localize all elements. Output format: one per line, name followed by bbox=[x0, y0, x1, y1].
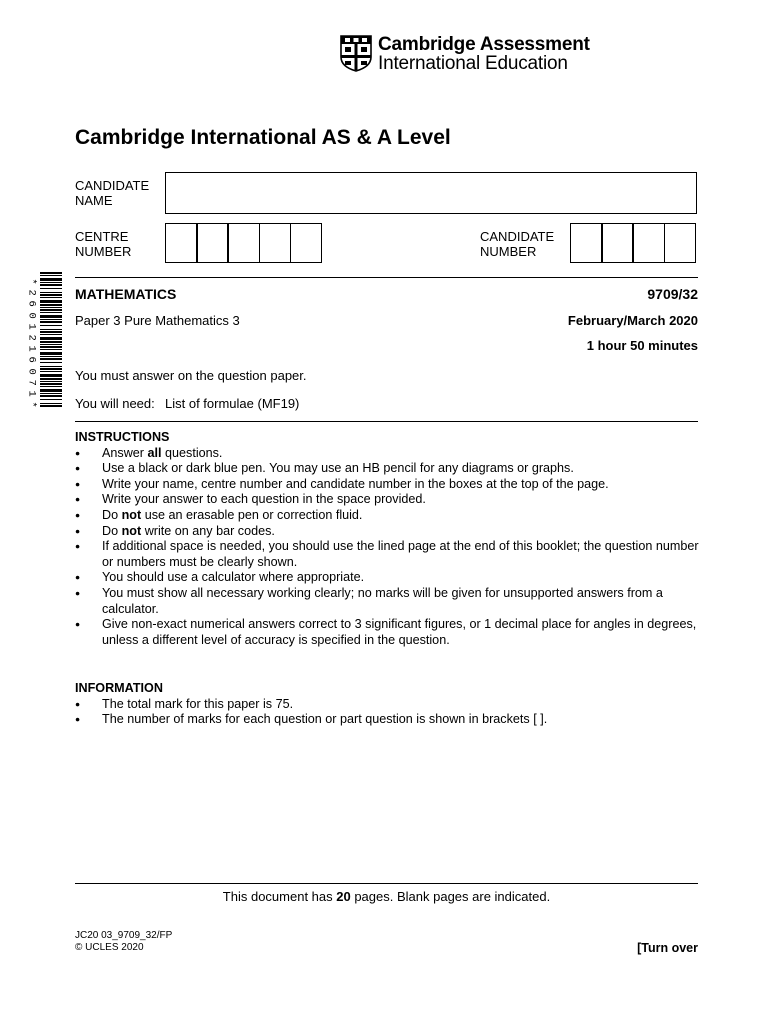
barcode-char: 0 bbox=[25, 367, 38, 375]
barcode-bar bbox=[40, 371, 62, 372]
centre-number-cell[interactable] bbox=[165, 223, 198, 263]
instructions-section bbox=[75, 430, 700, 648]
barcode-bar bbox=[40, 315, 62, 318]
turn-over: [Turn over bbox=[637, 941, 698, 955]
barcode-bar bbox=[40, 300, 62, 303]
barcode-bar bbox=[40, 356, 62, 357]
barcode-char: 2 bbox=[25, 289, 38, 296]
information-heading: INFORMATION bbox=[75, 681, 163, 695]
barcode-bar bbox=[40, 292, 62, 293]
need-label: You will need: bbox=[75, 396, 155, 411]
barcode-bar bbox=[40, 319, 62, 320]
barcode-bar bbox=[40, 395, 62, 397]
instruction-item: ● If additional space is needed, you should use the lined page at the end of this booklet; the question number or numbers must be clearly shown. bbox=[75, 539, 700, 570]
paper-reference: JC20 03_9709_32/FP bbox=[75, 930, 173, 941]
barcode-char: 0 bbox=[25, 312, 38, 319]
instruction-item: ● Do not write on any bar codes. bbox=[75, 524, 700, 540]
centre-number-field[interactable] bbox=[165, 223, 322, 263]
paper-code: 9709/32 bbox=[647, 286, 698, 302]
barcode-bar bbox=[40, 304, 62, 306]
barcode-bar bbox=[40, 341, 62, 343]
barcode-bar bbox=[40, 399, 62, 400]
barcode-bar bbox=[40, 366, 62, 367]
barcode-bar bbox=[40, 405, 62, 407]
barcode-char: * bbox=[25, 401, 38, 408]
barcode-bar bbox=[40, 378, 62, 380]
side-barcode bbox=[40, 272, 62, 408]
barcode-bar bbox=[40, 381, 62, 382]
instruction-item: ● You must show all necessary working clearly; no marks will be given for unsupported answers from a calculator. bbox=[75, 586, 700, 617]
barcode-bar bbox=[40, 309, 62, 311]
footer-reference bbox=[75, 930, 172, 954]
candidate-number-label-line1: CANDIDATE bbox=[480, 229, 555, 244]
instructions-heading: INSTRUCTIONS bbox=[75, 430, 170, 444]
exam-session: February/March 2020 bbox=[567, 313, 698, 328]
cambridge-crest-icon bbox=[340, 35, 372, 72]
cambridge-logo bbox=[340, 34, 590, 74]
barcode-bar bbox=[40, 321, 62, 323]
centre-number-cell[interactable] bbox=[227, 223, 260, 263]
divider bbox=[75, 277, 698, 278]
instruction-item: ● Write your name, centre number and candidate number in the boxes at the top of the page. bbox=[75, 477, 700, 493]
barcode-bar bbox=[40, 329, 62, 330]
barcode-bar bbox=[40, 275, 62, 276]
instructions-list bbox=[75, 446, 700, 649]
centre-number-label bbox=[75, 229, 131, 259]
instruction-item: ● You should use a calculator where appropriate. bbox=[75, 570, 700, 586]
candidate-number-field[interactable] bbox=[570, 223, 696, 263]
centre-number-cell[interactable] bbox=[259, 223, 292, 263]
candidate-number-label-line2: NUMBER bbox=[480, 244, 537, 259]
answer-note: You must answer on the question paper. bbox=[75, 368, 307, 383]
candidate-number-cell[interactable] bbox=[601, 223, 634, 263]
candidate-name-label bbox=[75, 178, 149, 208]
information-list bbox=[75, 697, 700, 728]
candidate-number-cell[interactable] bbox=[664, 223, 697, 263]
logo-title: Cambridge Assessment bbox=[378, 34, 590, 55]
barcode-char: 6 bbox=[25, 356, 38, 364]
barcode-char: 7 bbox=[25, 379, 38, 386]
barcode-bar bbox=[40, 403, 62, 404]
barcode-bar bbox=[40, 272, 62, 274]
barcode-bar bbox=[40, 294, 62, 296]
barcode-bar bbox=[40, 358, 62, 360]
qualification-title: Cambridge International AS & A Level bbox=[75, 126, 451, 149]
information-section bbox=[75, 681, 700, 728]
barcode-bar bbox=[40, 312, 62, 313]
barcode-char: 1 bbox=[25, 345, 38, 352]
barcode-bar bbox=[40, 352, 62, 355]
barcode-bar bbox=[40, 368, 62, 370]
centre-number-cell[interactable] bbox=[290, 223, 323, 263]
page-count-note: This document has 20 pages. Blank pages are indicated. bbox=[222, 889, 551, 904]
side-barcode-number bbox=[25, 276, 37, 410]
centre-number-label-line2: NUMBER bbox=[75, 244, 132, 259]
barcode-bar bbox=[40, 325, 62, 326]
barcode-char: 1 bbox=[25, 390, 38, 397]
instruction-item: ● Write your answer to each question in the space provided. bbox=[75, 492, 700, 508]
barcode-bar bbox=[40, 346, 62, 348]
barcode-bar bbox=[40, 389, 62, 392]
barcode-char: 6 bbox=[25, 300, 38, 308]
barcode-bar bbox=[40, 334, 62, 335]
barcode-bar bbox=[40, 393, 62, 394]
instruction-item: ● Give non-exact numerical answers correct to 3 significant figures, or 1 decimal place for angles in degrees, unless a different level of accuracy is specified in the question. bbox=[75, 617, 700, 648]
barcode-bar bbox=[40, 344, 62, 345]
candidate-number-cell[interactable] bbox=[570, 223, 603, 263]
paper-title: Paper 3 Pure Mathematics 3 bbox=[75, 313, 240, 328]
barcode-bar bbox=[40, 297, 62, 298]
barcode-bar bbox=[40, 284, 62, 286]
candidate-name-label-line1: CANDIDATE bbox=[75, 178, 150, 193]
barcode-char: 1 bbox=[25, 323, 38, 330]
need-items: List of formulae (MF19) bbox=[165, 396, 300, 411]
candidate-name-field[interactable] bbox=[165, 172, 697, 214]
candidate-number-cell[interactable] bbox=[632, 223, 665, 263]
centre-number-label-line1: CENTRE bbox=[75, 229, 129, 244]
barcode-bar bbox=[40, 349, 62, 350]
subject: MATHEMATICS bbox=[75, 286, 177, 302]
candidate-name-label-line2: NAME bbox=[75, 193, 113, 208]
logo-subtitle: International Education bbox=[378, 53, 568, 74]
barcode-bar bbox=[40, 386, 62, 387]
candidate-number-label bbox=[480, 229, 554, 259]
barcode-bar bbox=[40, 362, 62, 363]
copyright: © UCLES 2020 bbox=[75, 942, 144, 953]
barcode-bar bbox=[40, 278, 62, 281]
barcode-bar bbox=[40, 374, 62, 377]
information-item: ● The number of marks for each question or part question is shown in brackets [ ]. bbox=[75, 712, 700, 728]
barcode-bar bbox=[40, 337, 62, 340]
instruction-item: ● Use a black or dark blue pen. You may use an HB pencil for any diagrams or graphs. bbox=[75, 461, 700, 477]
divider bbox=[75, 883, 698, 884]
divider bbox=[75, 421, 698, 422]
barcode-bar bbox=[40, 282, 62, 283]
barcode-bar bbox=[40, 288, 62, 289]
instruction-item: ● Answer all questions. bbox=[75, 446, 700, 462]
barcode-bar bbox=[40, 383, 62, 385]
barcode-char: * bbox=[25, 278, 38, 285]
barcode-bar bbox=[40, 331, 62, 333]
exam-duration: 1 hour 50 minutes bbox=[586, 338, 698, 353]
barcode-char: 2 bbox=[25, 334, 38, 341]
barcode-bar bbox=[40, 307, 62, 308]
information-item: ● The total mark for this paper is 75. bbox=[75, 697, 700, 713]
centre-number-cell[interactable] bbox=[196, 223, 229, 263]
instruction-item: ● Do not use an erasable pen or correction fluid. bbox=[75, 508, 700, 524]
